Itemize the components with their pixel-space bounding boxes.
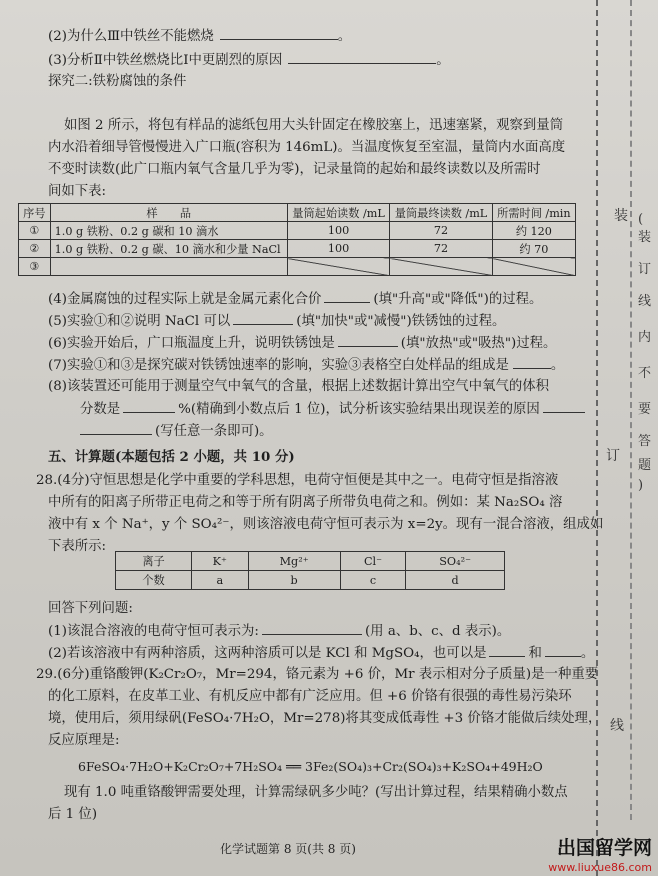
question-7: (7)实验①和③是探究碳对铁锈蚀速率的影响，实验③表格空白处样品的组成是 。 — [48, 354, 564, 377]
watermark-name: 出国留学网 — [556, 837, 652, 859]
table-cell: 约 70 — [492, 240, 575, 258]
binding-note-char: 要 — [638, 402, 652, 417]
watermark-url: www.liuxue86.com — [548, 861, 652, 874]
table-header: 所需时间 /min — [492, 204, 575, 222]
table-cell-slashed — [390, 258, 492, 276]
sub-question-1: (1)该混合溶液的电荷守恒可表示为: (用 a、b、c、d 表示)。 — [48, 620, 510, 643]
paragraph-line: 间如下表: — [48, 184, 107, 199]
paragraph-line: 不变时读数(此广口瓶内氧气含量几乎为零)，记录量筒的起始和最终读数以及所需时 — [48, 162, 541, 177]
paragraph-line: 如图 2 所示，将包有样品的滤纸包用大头针固定在橡胶塞上，迅速塞紧，观察到量筒 — [64, 118, 564, 133]
paragraph-line: 后 1 位) — [48, 807, 98, 822]
question-3-3: (3)分析Ⅱ中铁丝燃烧比Ⅰ中更剧烈的原因 。 — [48, 49, 450, 72]
table-cell: 72 — [390, 222, 492, 240]
table-header: Mg²⁺ — [248, 552, 340, 571]
table-cell: 72 — [390, 240, 492, 258]
question-28: 28.(4分)守恒思想是化学中重要的学科思想，电荷守恒便是其中之一。电荷守恒是指溶液 — [36, 473, 559, 488]
binding-note-char: 装 — [638, 230, 652, 245]
question-5: (5)实验①和②说明 NaCl 可以 (填"加快"或"减慢")铁锈蚀的过程。 — [48, 310, 505, 333]
section-5-title: 五、计算题(本题包括 2 小题，共 10 分) — [48, 449, 295, 465]
table-header-row — [19, 204, 576, 222]
table-cell: a — [192, 571, 248, 590]
table-cell: b — [248, 571, 340, 590]
binding-note-char: ) — [638, 478, 644, 493]
question-29: 29.(6分)重铬酸钾(K₂Cr₂O₇，Mr=294，铬元素为 +6 价，Mr 表示相对分子质量)是一种重要 — [36, 667, 599, 682]
table-header: SO₄²⁻ — [406, 552, 505, 571]
explore-2-title: 探究二:铁粉腐蚀的条件 — [48, 74, 187, 89]
binding-label-zhuang: 装 — [614, 208, 628, 224]
table-row — [19, 222, 576, 240]
question-4: (4)金属腐蚀的过程实际上就是金属元素化合价 (填"升高"或"降低")的过程。 — [48, 288, 542, 311]
paragraph-line: 境，使用后，须用绿矾(FeSO₄·7H₂O，Mr=278)将其变成低毒性 +3 价铬才能做后续处理， — [48, 711, 602, 726]
table-cell-slashed — [287, 258, 389, 276]
table-row — [19, 258, 576, 276]
question-6: (6)实验开始后，广口瓶温度上升，说明铁锈蚀是 (填"放热"或"吸热")过程。 — [48, 332, 556, 355]
binding-note-char: ( — [638, 212, 644, 227]
paragraph-line: 反应原理是: — [48, 733, 120, 748]
table-row — [116, 571, 505, 590]
table-header: 离子 — [116, 552, 192, 571]
binding-note-char: 订 — [638, 262, 652, 277]
table-header: Cl⁻ — [340, 552, 406, 571]
table-header-row — [116, 552, 505, 571]
paragraph-line: 液中有 x 个 Na⁺，y 个 SO₄²⁻，则该溶液电荷守恒可表示为 x=2y。现有一混合溶液，组成如 — [48, 517, 604, 532]
ion-table — [115, 551, 505, 590]
binding-line — [596, 0, 598, 876]
table-header: 量筒起始读数 /mL — [287, 204, 389, 222]
table-cell: ② — [19, 240, 51, 258]
question-8: (8)该装置还可能用于测量空气中氧气的含量，根据上述数据计算出空气中氧气的体积 — [48, 379, 550, 394]
table-cell: 1.0 g 铁粉、0.2 g 碳、10 滴水和少量 NaCl — [50, 240, 287, 258]
table-cell: 约 120 — [492, 222, 575, 240]
binding-note-char: 线 — [638, 294, 652, 309]
binding-label-ding: 订 — [606, 448, 620, 464]
paragraph-line: 中所有的阳离子所带正电荷之和等于所有阴离子所带负电荷之和。例如：某 Na₂SO₄ 溶 — [48, 495, 563, 510]
binding-line-outer — [630, 0, 632, 820]
paragraph-line: 现有 1.0 吨重铬酸钾需要处理，计算需绿矾多少吨？(写出计算过程，结果精确小数点 — [64, 785, 568, 800]
table-cell: 100 — [287, 222, 389, 240]
table-cell-slashed — [492, 258, 575, 276]
table-cell-blank — [50, 258, 287, 276]
question-8-line2: 分数是 %(精确到小数点后 1 位)，试分析该实验结果出现误差的原因 — [80, 398, 585, 421]
binding-note-char: 不 — [638, 366, 652, 381]
paragraph-line: 内水沿着细导管慢慢进入广口瓶(容积为 146mL)。当温度恢复至室温，量筒内水面高度 — [48, 140, 566, 155]
question-3-2: (2)为什么Ⅲ中铁丝不能燃烧 。 — [48, 25, 351, 48]
binding-label-xian: 线 — [610, 718, 624, 734]
table-cell: ③ — [19, 258, 51, 276]
reaction-equation: 6FeSO₄·7H₂O+K₂Cr₂O₇+7H₂SO₄ ══ 3Fe₂(SO₄)₃+Cr₂(SO₄)₃+K₂SO₄+49H₂O — [78, 759, 543, 774]
table-cell: 100 — [287, 240, 389, 258]
sub-question-2: (2)若该溶液中有两种溶质，这两种溶质可以是 KCl 和 MgSO₄，也可以是 和 。 — [48, 642, 594, 665]
question-8-line3: (写任意一条即可)。 — [80, 420, 273, 443]
table-cell: d — [406, 571, 505, 590]
paragraph-line: 下表所示: — [48, 539, 107, 554]
table-header: 样 品 — [50, 204, 287, 222]
experiment-table — [18, 203, 576, 276]
table-cell: 个数 — [116, 571, 192, 590]
table-cell: c — [340, 571, 406, 590]
binding-note-char: 题 — [638, 458, 652, 473]
table-row — [19, 240, 576, 258]
table-header: 量筒最终读数 /mL — [390, 204, 492, 222]
paragraph-line: 的化工原料，在皮革工业、有机反应中都有广泛应用。但 +6 价铬有很强的毒性易污染环 — [48, 689, 572, 704]
answer-prompt: 回答下列问题: — [48, 601, 133, 616]
table-cell: 1.0 g 铁粉、0.2 g 碳和 10 滴水 — [50, 222, 287, 240]
table-header: K⁺ — [192, 552, 248, 571]
table-cell: ① — [19, 222, 51, 240]
binding-note-char: 内 — [638, 330, 652, 345]
binding-note-char: 答 — [638, 434, 652, 449]
table-header: 序号 — [19, 204, 51, 222]
page-footer: 化学试题第 8 页(共 8 页) — [220, 842, 356, 856]
